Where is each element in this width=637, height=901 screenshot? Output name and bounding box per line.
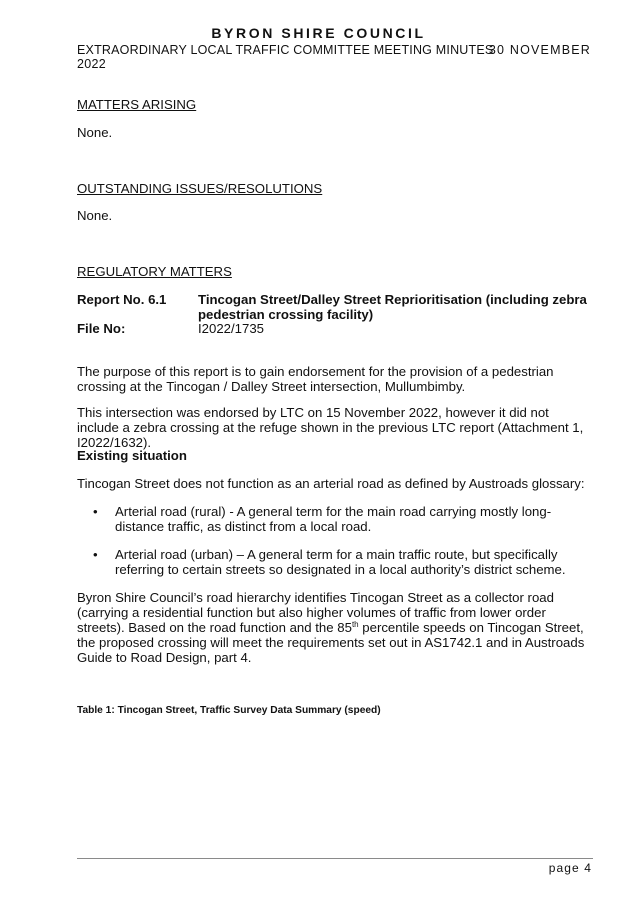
file-number-value: I2022/1735 [198,321,265,336]
file-number-label: File No: [77,321,126,336]
meeting-year: 2022 [77,57,107,71]
bullet-rural: Arterial road (rural) - A general term for the main road carrying mostly long-distance traffic, as distinct from a local road. [115,504,552,534]
report-number-label: Report No. 6.1 [77,292,167,307]
outstanding-heading: OUTSTANDING ISSUES/RESOLUTIONS [77,181,323,196]
regulatory-heading: REGULATORY MATTERS [77,264,232,279]
purpose-paragraph: The purpose of this report is to gain endorsement for the provision of a pedestrian crossing at the Tincogan / Dalley Street intersection, Mullumbimby. [77,364,554,394]
bullet-urban: Arterial road (urban) – A general term for a main traffic route, but specifically referring to certain streets so designated in a local authority’s district scheme. [115,547,566,577]
endorsement-paragraph: This intersection was endorsed by LTC on 15 November 2022, however it did not include a zebra crossing at the refuge shown in the previous LTC report (Attachment 1, I2022/1632). [77,405,584,450]
road-hierarchy-paragraph: Byron Shire Council’s road hierarchy identifies Tincogan Street as a collector road (carrying a residential function but also higher volumes of traffic from lower order streets). Based on the road function and the 85th percentile speeds on Tincogan Street, the proposed crossing will meet the requirements set out in AS1742.1 and in Austroads Guide to Road Design, part 4. [77,590,585,665]
superscript-th: th [351,620,359,629]
council-title: BYRON SHIRE COUNCIL [211,25,426,41]
matters-arising-body: None. [77,125,113,140]
meeting-date: 30 NOVEMBER [488,43,591,57]
bullet-icon: • [93,504,98,519]
footer-rule [77,858,593,859]
outstanding-body: None. [77,208,113,223]
matters-arising-heading: MATTERS ARISING [77,97,197,112]
report-title: Tincogan Street/Dalley Street Reprioritisation (including zebra pedestrian crossing facility) [198,292,587,322]
table-caption: Table 1: Tincogan Street, Traffic Survey Data Summary (speed) [77,705,381,716]
existing-intro: Tincogan Street does not function as an arterial road as defined by Austroads glossary: [77,476,585,491]
bullet-icon: • [93,547,98,562]
existing-situation-heading: Existing situation [77,448,187,463]
meeting-title: EXTRAORDINARY LOCAL TRAFFIC COMMITTEE MEETING MINUTES [77,43,494,57]
page-number: page 4 [548,861,592,875]
